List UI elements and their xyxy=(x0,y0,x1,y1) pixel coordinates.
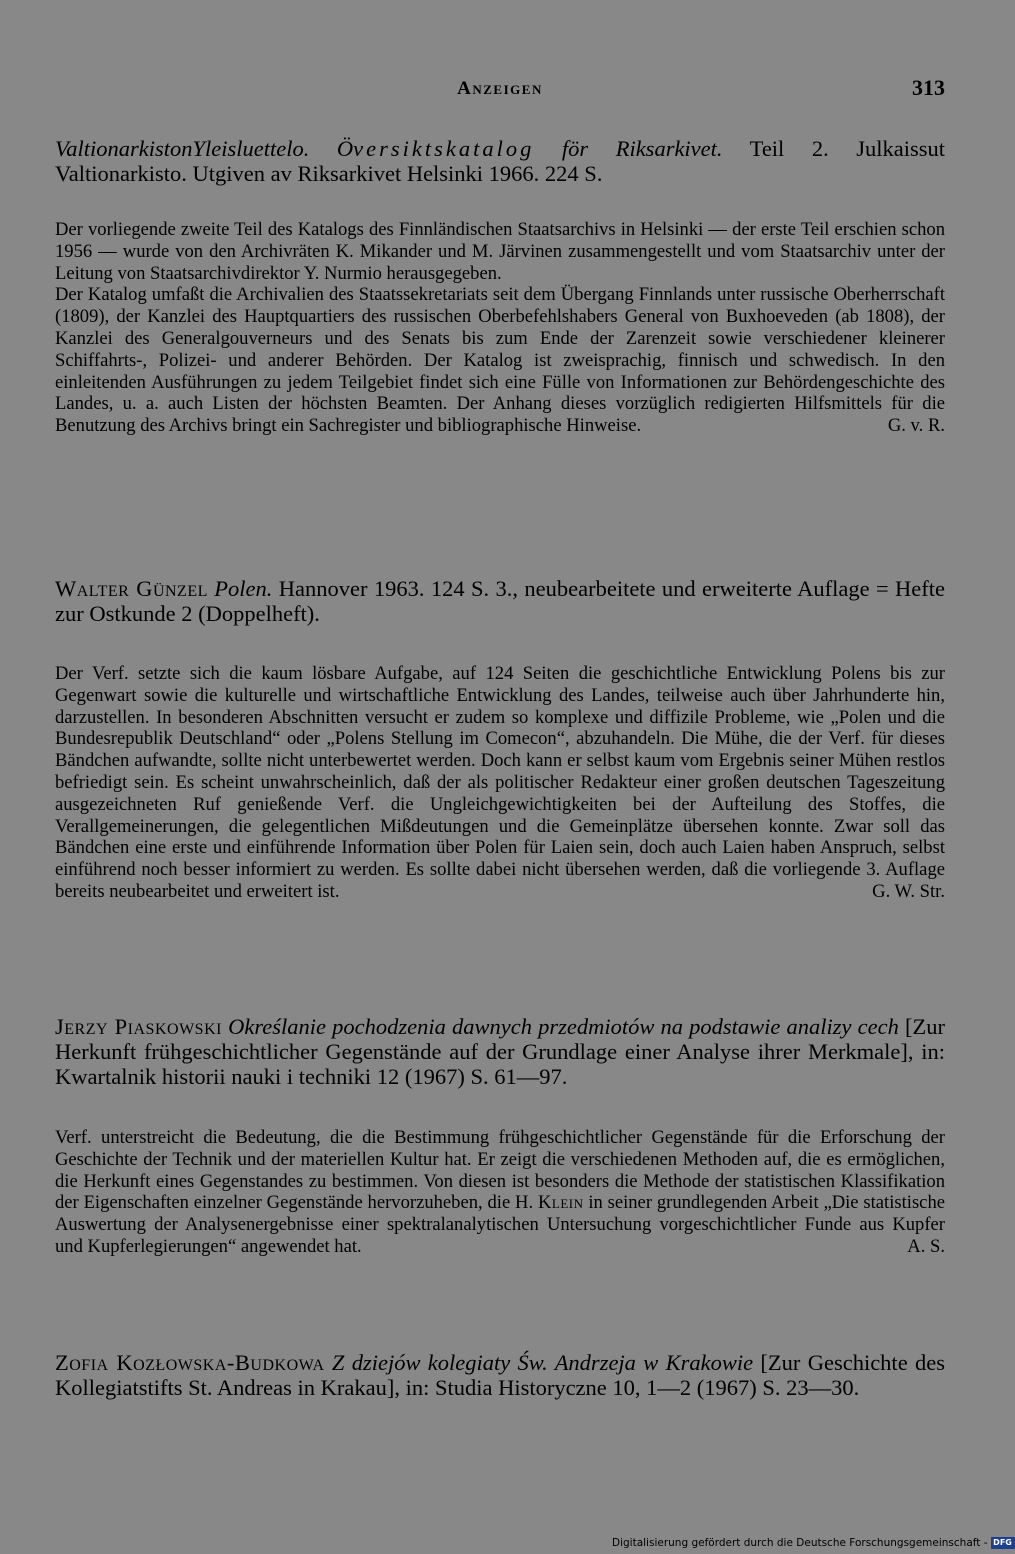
citation-title-cont: för Riksarkivet. xyxy=(534,136,723,161)
review-text xyxy=(55,219,945,437)
review-paragraph: Der vorliegende zweite Teil des Katalogs des Finnländischen Staatsarchivs in Helsinki — der erste Teil erschien schon 1956 — wurde von den Archivräten K. Mikander und M. Järvinen zusammengestellt und vom Staatsarchiv unter der Leitung von Staatsarchivdirektor Y. Nurmio herausgegeben. xyxy=(55,219,945,284)
digitization-credit xyxy=(612,1537,1012,1549)
citation-details: Hannover 1963. 124 S. 3., neubearbeitete und erweiterte Auflage = Hefte zur Ostkunde 2 (Doppelheft). xyxy=(55,576,945,626)
review-paragraph: Der Verf. setzte sich die kaum lösbare Aufgabe, auf 124 Seiten die geschichtliche Entwicklung Polens bis zur Gegenwart sowie die kulturelle und wirtschaftliche Entwicklung des Landes, teilweise auch über Jahrhunderte hin, darzustellen. In besonderen Abschnitten versucht er zudem so komplexe und diffizile Probleme, wie „Polen und die Bundesrepublik Deutschland“ oder „Polens Stellung im Comecon“, abzuhandeln. Die Mühe, die der Verf. für dieses Bändchen aufwandte, sollte nicht unterbewertet werden. Doch kann er selbst kaum vom Ergebnis seiner Mühen restlos befriedigt sein. Es scheint unwahrscheinlich, daß der als politischer Redakteur einer großen deutschen Tageszeitung ausgezeichneten Ruf genießende Verf. die Ungleichgewichtigkeiten bei der Aufteilung des Stoffes, die Verallgemeinerungen, die gelegentlichen Mißdeutungen und die Gemeinplätze übersehen konnte. Zwar soll das Bändchen eine erste und einführende Information über Polen für Laien sein, doch auch Laien haben Anspruch, selbst einführend noch besser informiert zu werden. Es sollte dabei nicht übersehen werden, daß die vorliegende 3. Auflage bereits neubearbeitet und erweitert ist. G. W. Str. xyxy=(55,663,945,902)
credit-text: Digitalisierung gefördert durch die Deutsche Forschungsgemeinschaft - xyxy=(612,1537,988,1549)
citation-author: Walter Günzel xyxy=(55,576,208,601)
citation-details: [Zur Geschichte des Kollegiatstifts St. Andreas in Krakau], in: Studia Historyczne 10, 1—2 (1967) S. 23—30. xyxy=(55,1350,945,1400)
citation-details: Teil 2. Julkaissut Valtionarkisto. Utgiven av Riksarkivet Helsinki 1966. 224 S. xyxy=(55,136,945,186)
citation-title: ValtionarkistonYleisluettelo. Ö xyxy=(55,136,354,161)
review-paragraph: Verf. unterstreicht die Bedeutung, die die Bestimmung frühgeschichtlicher Gegenstände für die Erforschung der Geschichte der Technik und der materiellen Kultur hat. Er zeigt die verschiedenen Methoden auf, die es ermöglichen, die Herkunft eines Gegenstandes zu bestimmen. Von diesen ist besonders die Methode der statistischen Klassifikation der Eigenschaften einzelner Gegenstände hervorzuheben, die H. Klein in seiner grundlegenden Arbeit „Die statistische Auswertung der Analysenergebnisse einer spektralanalytischen Untersuchung vorgeschichtlicher Funde aus Kupfer und Kupferlegierungen“ angewendet hat. A. S. xyxy=(55,1127,945,1257)
citation-author: Jerzy Piaskowski xyxy=(55,1014,222,1039)
entry-guenzel xyxy=(55,576,945,903)
reviewer-initials: G. v. R. xyxy=(887,415,945,437)
entry-piaskowski xyxy=(55,1014,945,1258)
cited-author: Klein xyxy=(537,1192,584,1214)
citation xyxy=(55,576,945,626)
citation-title: Polen. xyxy=(214,576,273,601)
citation-title: Określanie pochodzenia dawnych przedmiotów na podstawie analizy cech xyxy=(228,1014,899,1039)
review-paragraph: Der Katalog umfaßt die Archivalien des Staatssekretariats seit dem Übergang Finnlands unter russische Oberherrschaft (1809), der Kanzlei des Hauptquartiers des russischen Oberbefehlshabers General von Buxhoeveden (ab 1808), der Kanzlei des Generalgouverneurs und des Senats bis zum Ende der Zarenzeit sowie verschiedener kleinerer Schiffahrts-, Polizei- und anderer Behörden. Der Katalog ist zweisprachig, finnisch und schwedisch. In den einleitenden Ausführungen zu jedem Teilgebiet findet sich eine Fülle von Informationen zur Behördengeschichte des Landes, u. a. auch Listen der höchsten Beamten. Der Anhang dieses vorzüglich redigierten Hilfsmittels für die Benutzung des Archivs bringt ein Sachregister und bibliographische Hinweise. G. v. R. xyxy=(55,284,945,437)
entry-kozlowska-budkowa xyxy=(55,1350,945,1400)
citation-title-spaced: versiktskatalog xyxy=(353,136,535,161)
dfg-logo: DFG xyxy=(991,1537,1015,1549)
review-text xyxy=(55,1127,945,1258)
reviewer-initials: A. S. xyxy=(907,1235,945,1257)
citation-title: Z dziejów kolegiaty Św. Andrzeja w Krakowie xyxy=(331,1350,754,1375)
citation-author: Zofia Kozłowska-Budkowa xyxy=(55,1350,325,1375)
citation xyxy=(55,1350,945,1400)
entry-valtionarkisto xyxy=(55,136,945,437)
citation-details: [Zur Herkunft frühgeschichtlicher Gegenstände auf der Grundlage einer Analyse ihrer Merkmale], in: Kwartalnik historii nauki i techniki 12 (1967) S. 61—97. xyxy=(55,1014,945,1089)
reviewer-initials: G. W. Str. xyxy=(872,880,945,902)
citation xyxy=(55,1014,945,1089)
running-title: Anzeigen xyxy=(457,78,543,99)
review-text xyxy=(55,663,945,903)
page-number: 313 xyxy=(912,75,945,100)
running-head xyxy=(55,75,945,108)
citation xyxy=(55,136,945,186)
